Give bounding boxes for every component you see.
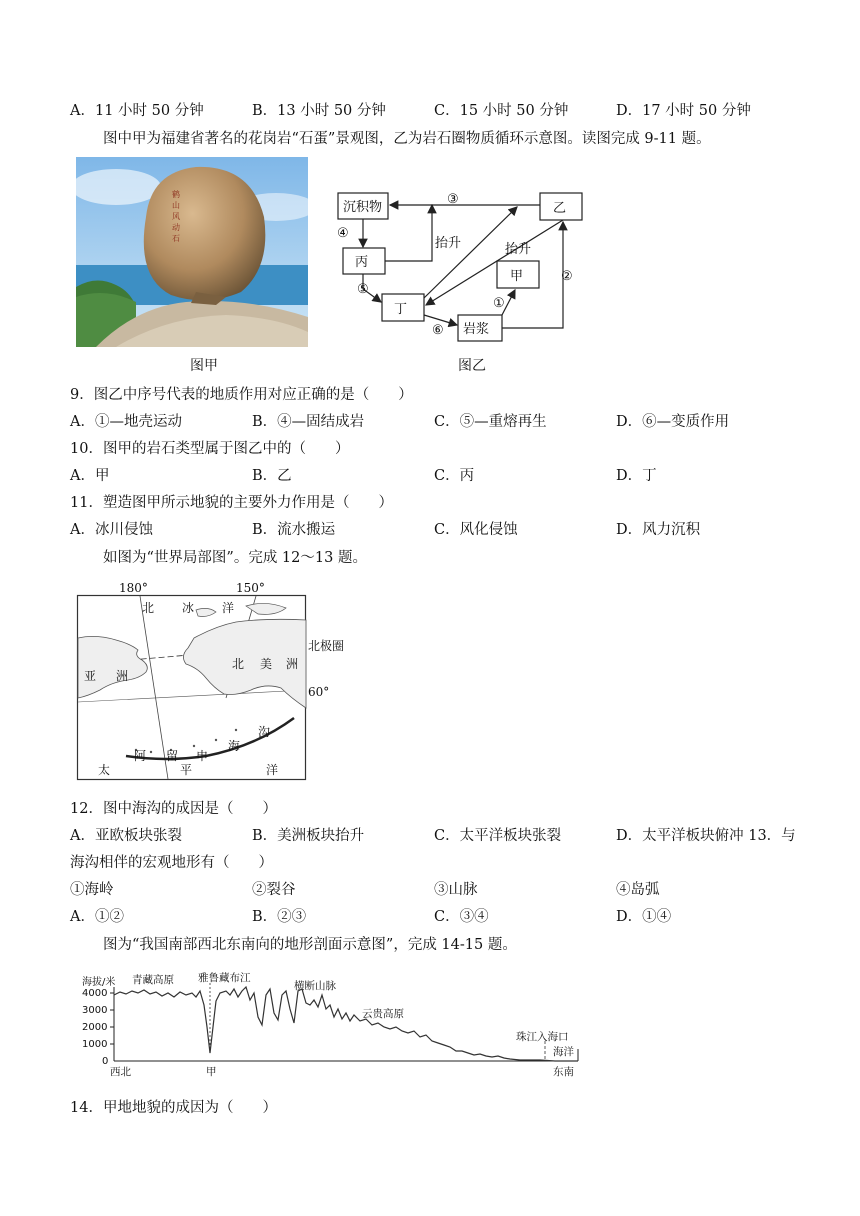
svg-text:150°: 150° bbox=[236, 581, 265, 595]
svg-text:北极圈: 北极圈 bbox=[308, 639, 345, 653]
figure-jia-caption: 图甲 bbox=[190, 358, 218, 374]
svg-text:海拔/米: 海拔/米 bbox=[82, 977, 116, 988]
q13-choice-2: ②裂谷 bbox=[252, 882, 296, 898]
svg-text:洲: 洲 bbox=[286, 657, 299, 671]
svg-text:抬升: 抬升 bbox=[505, 242, 532, 257]
svg-text:北: 北 bbox=[232, 657, 245, 671]
q12-option-d: D．太平洋板块俯冲 13．与 bbox=[616, 828, 796, 844]
q12-option-a: A．亚欧板块张裂 bbox=[70, 828, 182, 844]
svg-text:③: ③ bbox=[447, 192, 459, 207]
svg-text:申: 申 bbox=[196, 749, 209, 763]
q9-stem: 9．图乙中序号代表的地质作用对应正确的是（ ） bbox=[70, 387, 413, 403]
svg-text:横断山脉: 横断山脉 bbox=[294, 980, 336, 992]
intro-14-15: 图为“我国南部西北东南向的地形剖面示意图”，完成 14-15 题。 bbox=[103, 937, 517, 953]
q11-option-a: A．冰川侵蚀 bbox=[70, 522, 153, 538]
svg-text:东南: 东南 bbox=[553, 1066, 574, 1078]
svg-text:雅鲁藏布江: 雅鲁藏布江 bbox=[198, 972, 251, 984]
svg-text:1000: 1000 bbox=[82, 1039, 108, 1050]
q10-option-c: C．丙 bbox=[434, 468, 475, 484]
svg-text:沉积物: 沉积物 bbox=[343, 200, 383, 215]
svg-text:4000: 4000 bbox=[82, 988, 108, 999]
figure-world-map bbox=[76, 578, 356, 782]
q13-option-a: A．①② bbox=[70, 909, 124, 925]
svg-text:亚: 亚 bbox=[84, 669, 97, 683]
q14-stem: 14．甲地地貌的成因为（ ） bbox=[70, 1100, 277, 1116]
svg-text:美: 美 bbox=[260, 657, 273, 671]
q9-option-b: B．④—固结成岩 bbox=[252, 414, 365, 430]
svg-text:鹤山风动石: 鹤山风动石 bbox=[172, 190, 180, 243]
svg-text:甲: 甲 bbox=[206, 1066, 217, 1078]
svg-text:丙: 丙 bbox=[355, 255, 369, 270]
figure-jia-photo bbox=[76, 157, 308, 347]
q9-option-d: D．⑥—变质作用 bbox=[616, 414, 730, 430]
svg-text:60°: 60° bbox=[308, 685, 330, 699]
svg-text:②: ② bbox=[561, 269, 573, 284]
svg-text:洋: 洋 bbox=[222, 601, 235, 615]
q11-option-b: B．流水搬运 bbox=[252, 522, 336, 538]
svg-text:平: 平 bbox=[180, 763, 193, 777]
svg-text:海洋: 海洋 bbox=[553, 1046, 574, 1058]
q12-option-c: C．太平洋板块张裂 bbox=[434, 828, 562, 844]
svg-text:云贵高原: 云贵高原 bbox=[362, 1008, 404, 1020]
svg-text:2000: 2000 bbox=[82, 1022, 108, 1033]
svg-text:洋: 洋 bbox=[266, 763, 279, 777]
q10-option-d: D．丁 bbox=[616, 468, 657, 484]
q13-choice-1: ①海岭 bbox=[70, 882, 114, 898]
svg-text:岩浆: 岩浆 bbox=[463, 322, 490, 337]
svg-text:甲: 甲 bbox=[510, 269, 524, 284]
q10-stem: 10．图甲的岩石类型属于图乙中的（ ） bbox=[70, 441, 350, 457]
q8-option-a: A．11 小时 50 分钟 bbox=[70, 103, 204, 119]
q8-option-d: D．17 小时 50 分钟 bbox=[616, 103, 751, 119]
q11-stem: 11．塑造图甲所示地貌的主要外力作用是（ ） bbox=[70, 495, 393, 511]
q12-stem: 12．图中海沟的成因是（ ） bbox=[70, 801, 277, 817]
figure-terrain-profile bbox=[80, 965, 585, 1080]
q13-choice-3: ③山脉 bbox=[434, 882, 478, 898]
svg-text:0: 0 bbox=[102, 1056, 109, 1067]
svg-text:①: ① bbox=[493, 296, 505, 311]
svg-text:西北: 西北 bbox=[110, 1066, 131, 1078]
q13-option-c: C．③④ bbox=[434, 909, 489, 925]
q13-option-b: B．②③ bbox=[252, 909, 307, 925]
svg-text:海: 海 bbox=[228, 739, 241, 753]
q10-option-a: A．甲 bbox=[70, 468, 110, 484]
svg-text:阿: 阿 bbox=[134, 749, 147, 763]
q11-option-d: D．风力沉积 bbox=[616, 522, 701, 538]
svg-text:太: 太 bbox=[98, 763, 111, 777]
q8-option-b: B．13 小时 50 分钟 bbox=[252, 103, 386, 119]
q13-option-d: D．①④ bbox=[616, 909, 672, 925]
intro-9-11: 图中甲为福建省著名的花岗岩“石蛋”景观图，乙为岩石圈物质循环示意图。读图完成 9-11 题。 bbox=[103, 131, 711, 147]
q9-option-c: C．⑤—重熔再生 bbox=[434, 414, 547, 430]
svg-text:抬升: 抬升 bbox=[435, 236, 462, 251]
intro-12-13: 如图为“世界局部图”。完成 12～13 题。 bbox=[103, 550, 367, 566]
svg-text:洲: 洲 bbox=[116, 669, 129, 683]
svg-text:沟: 沟 bbox=[258, 725, 271, 739]
svg-text:180°: 180° bbox=[119, 581, 148, 595]
figure-jia-inscription bbox=[172, 189, 180, 243]
q9-option-a: A．①—地壳运动 bbox=[70, 414, 182, 430]
svg-text:⑤: ⑤ bbox=[357, 282, 369, 297]
q13-stem: 海沟相伴的宏观地形有（ ） bbox=[70, 855, 273, 871]
q13-choice-4: ④岛弧 bbox=[616, 882, 660, 898]
q10-option-b: B．乙 bbox=[252, 468, 292, 484]
svg-text:乙: 乙 bbox=[553, 201, 567, 216]
svg-text:3000: 3000 bbox=[82, 1005, 108, 1016]
q11-option-c: C．风化侵蚀 bbox=[434, 522, 518, 538]
svg-text:丁: 丁 bbox=[394, 302, 408, 317]
figure-yi-caption: 图乙 bbox=[458, 358, 486, 374]
svg-text:冰: 冰 bbox=[182, 601, 195, 615]
svg-text:珠江入海口: 珠江入海口 bbox=[516, 1031, 569, 1043]
figure-yi-rock-cycle bbox=[335, 185, 585, 347]
svg-text:北: 北 bbox=[142, 601, 155, 615]
svg-text:⑥: ⑥ bbox=[432, 323, 444, 338]
q8-option-c: C．15 小时 50 分钟 bbox=[434, 103, 569, 119]
svg-text:留: 留 bbox=[166, 749, 179, 763]
svg-text:④: ④ bbox=[337, 226, 349, 241]
q12-option-b: B．美洲板块抬升 bbox=[252, 828, 365, 844]
svg-text:青藏高原: 青藏高原 bbox=[132, 974, 174, 986]
